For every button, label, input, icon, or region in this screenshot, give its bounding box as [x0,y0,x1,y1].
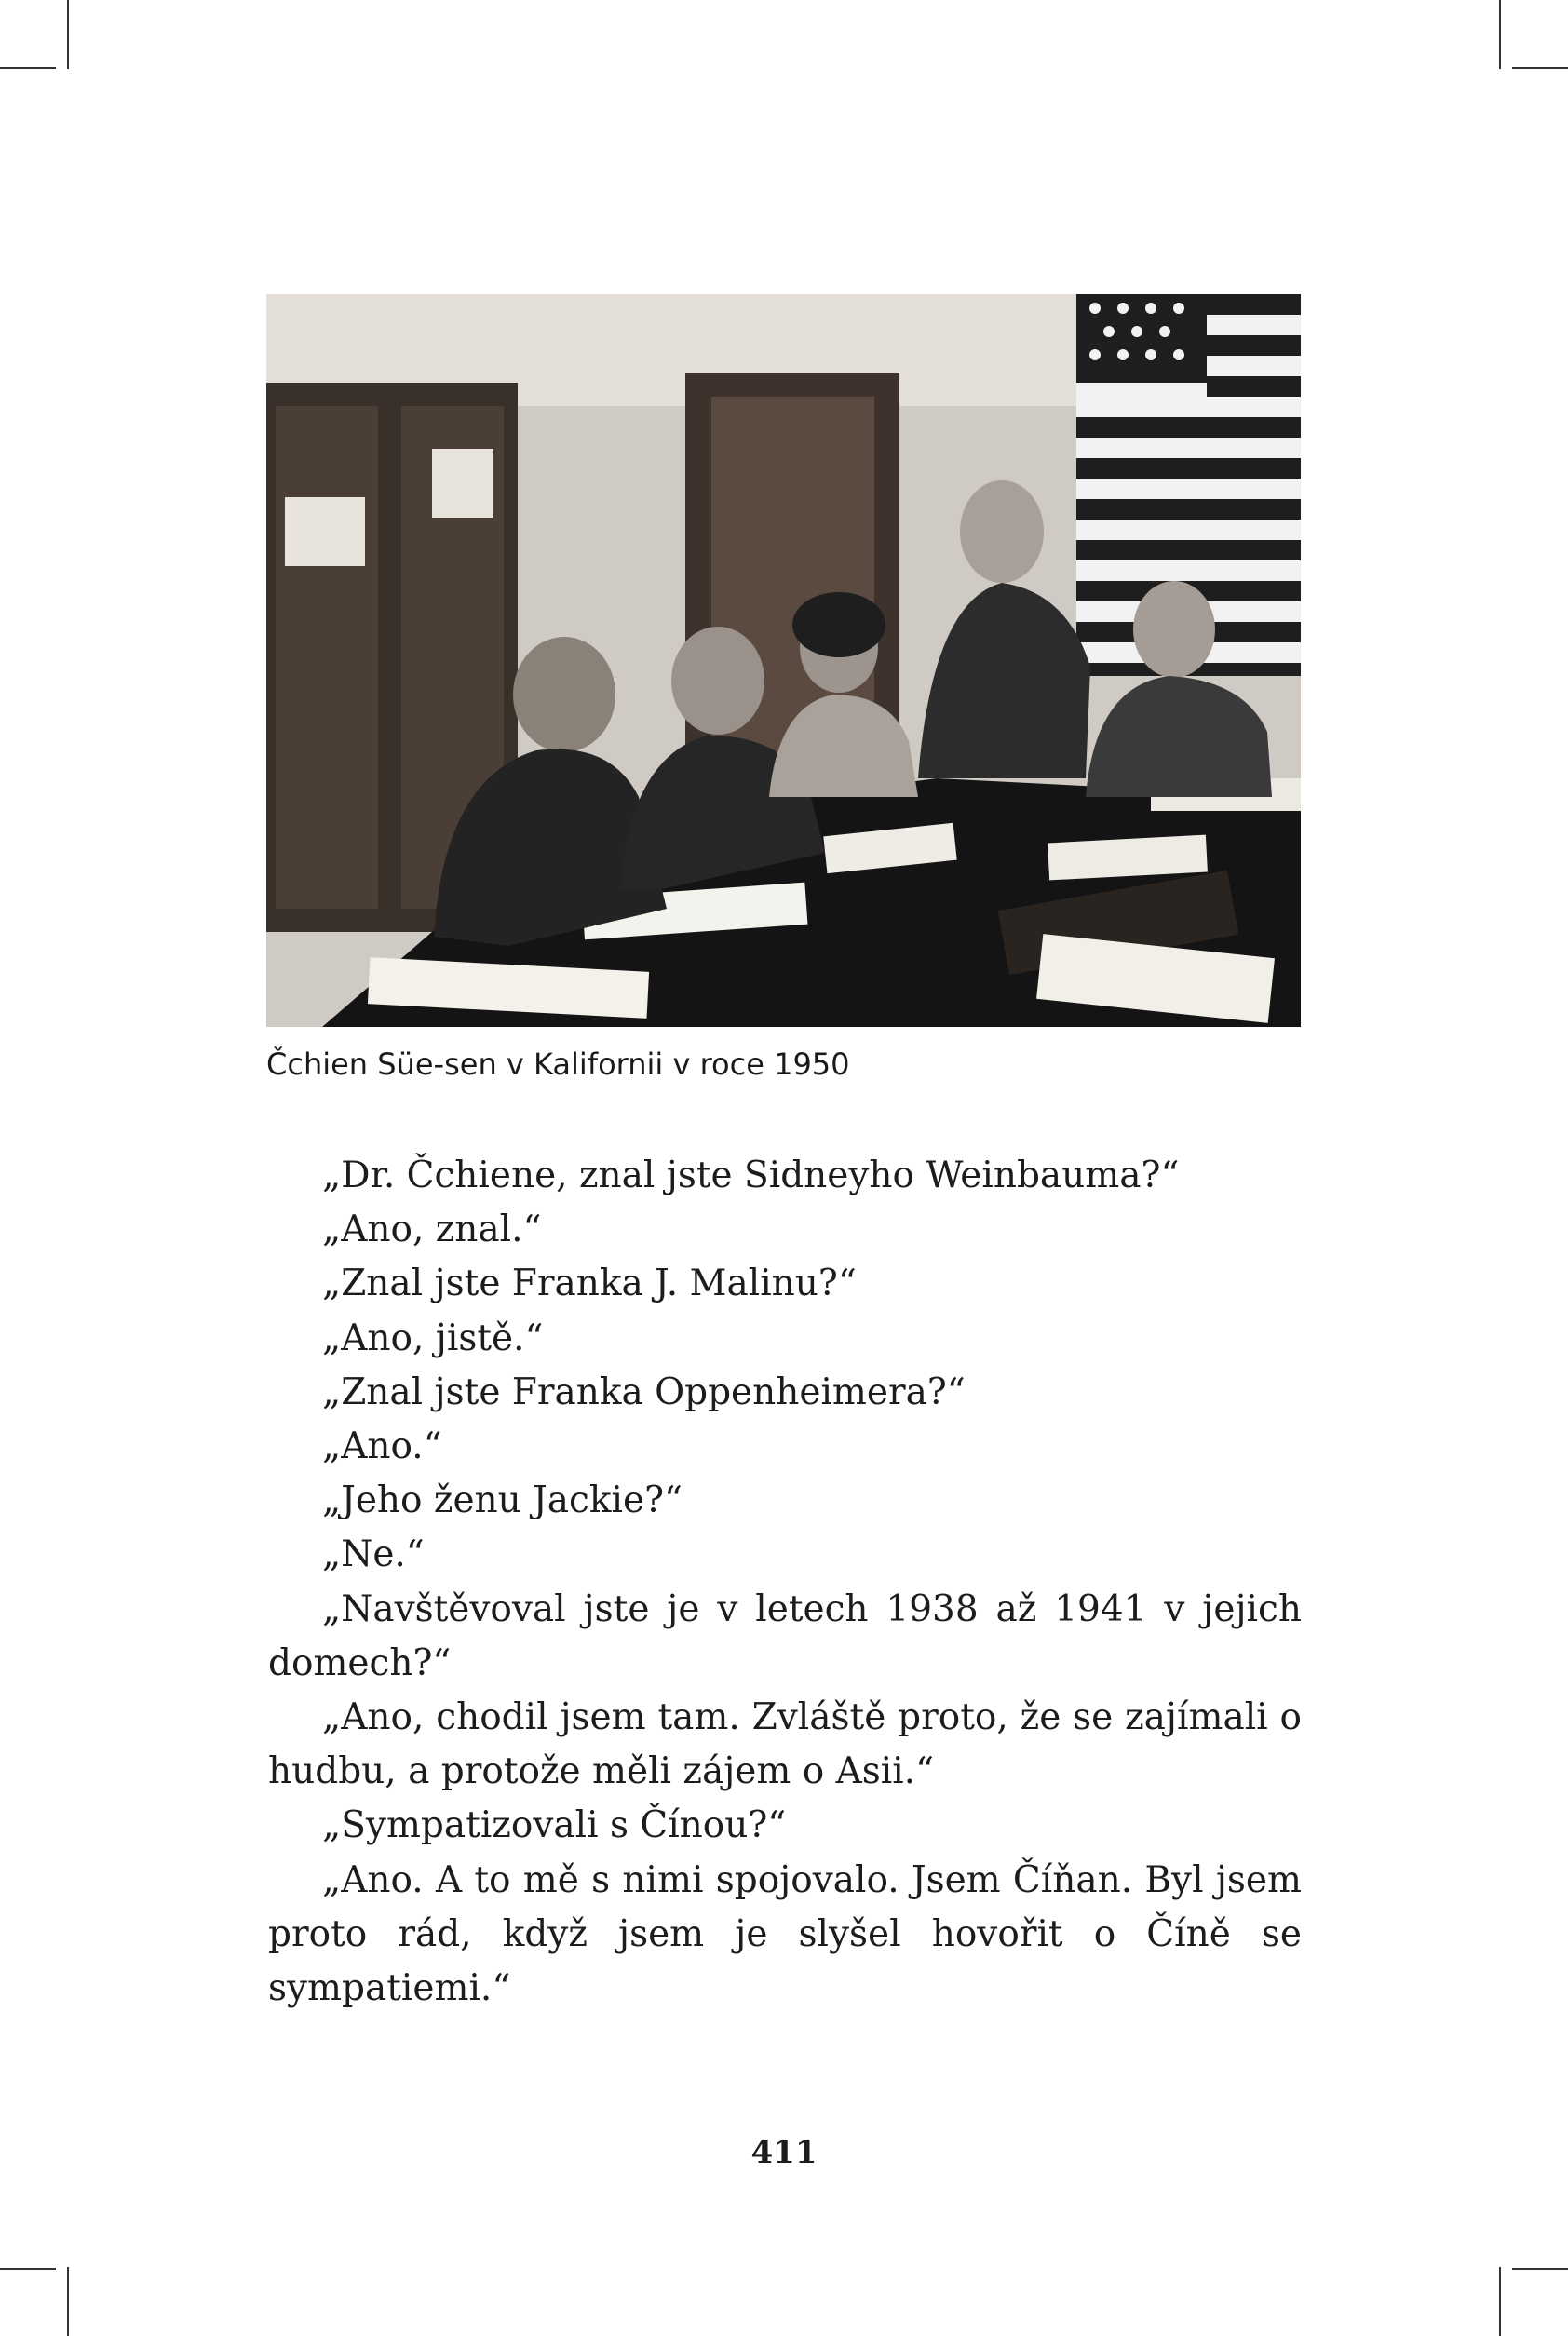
paragraph: „Dr. Čchiene, znal jste Sidneyho Weinbauma?“ [322,1154,1180,1196]
paragraph: „Ano.“ [322,1425,442,1468]
crop-mark-top-left-horizontal [0,67,56,69]
paragraph: „Znal jste Franka Oppenheimera?“ [322,1371,966,1413]
archival-photo-icon [266,294,1301,1027]
paragraph: „Ano. A to mě s nimi spojovalo. Jsem Číňan. Byl jsem proto rád, když jsem je slyšel hovořit o Číně se sympatiemi.“ [268,1858,1302,2010]
figure-caption: Čchien Süe-sen v Kalifornii v roce 1950 [266,1046,850,1082]
paragraph: „Sympatizovali s Čínou?“ [322,1804,787,1847]
crop-mark-bottom-left-vertical [67,2267,69,2336]
paragraph: „Znal jste Franka J. Malinu?“ [322,1263,857,1305]
paragraph: „Navštěvoval jste je v letech 1938 až 1941 v jejich domech?“ [268,1587,1302,1684]
crop-mark-top-right-horizontal [1512,67,1568,69]
page-number: 411 [750,2134,818,2171]
body-text [268,1149,1302,2016]
paragraph: „Ne.“ [322,1533,425,1576]
crop-mark-top-left-vertical [67,0,69,69]
crop-mark-bottom-right-vertical [1499,2267,1501,2336]
crop-mark-top-right-vertical [1499,0,1501,69]
crop-mark-bottom-left-horizontal [0,2268,56,2270]
paragraph: „Ano, chodil jsem tam. Zvláště proto, že se zajímali o hudbu, a protože měli zájem o Asii.“ [268,1696,1302,1793]
archival-photo [266,294,1301,1027]
paragraph: „Ano, jistě.“ [322,1317,544,1359]
paragraph: „Jeho ženu Jackie?“ [322,1479,683,1522]
crop-mark-bottom-right-horizontal [1512,2268,1568,2270]
paragraph: „Ano, znal.“ [322,1209,542,1251]
